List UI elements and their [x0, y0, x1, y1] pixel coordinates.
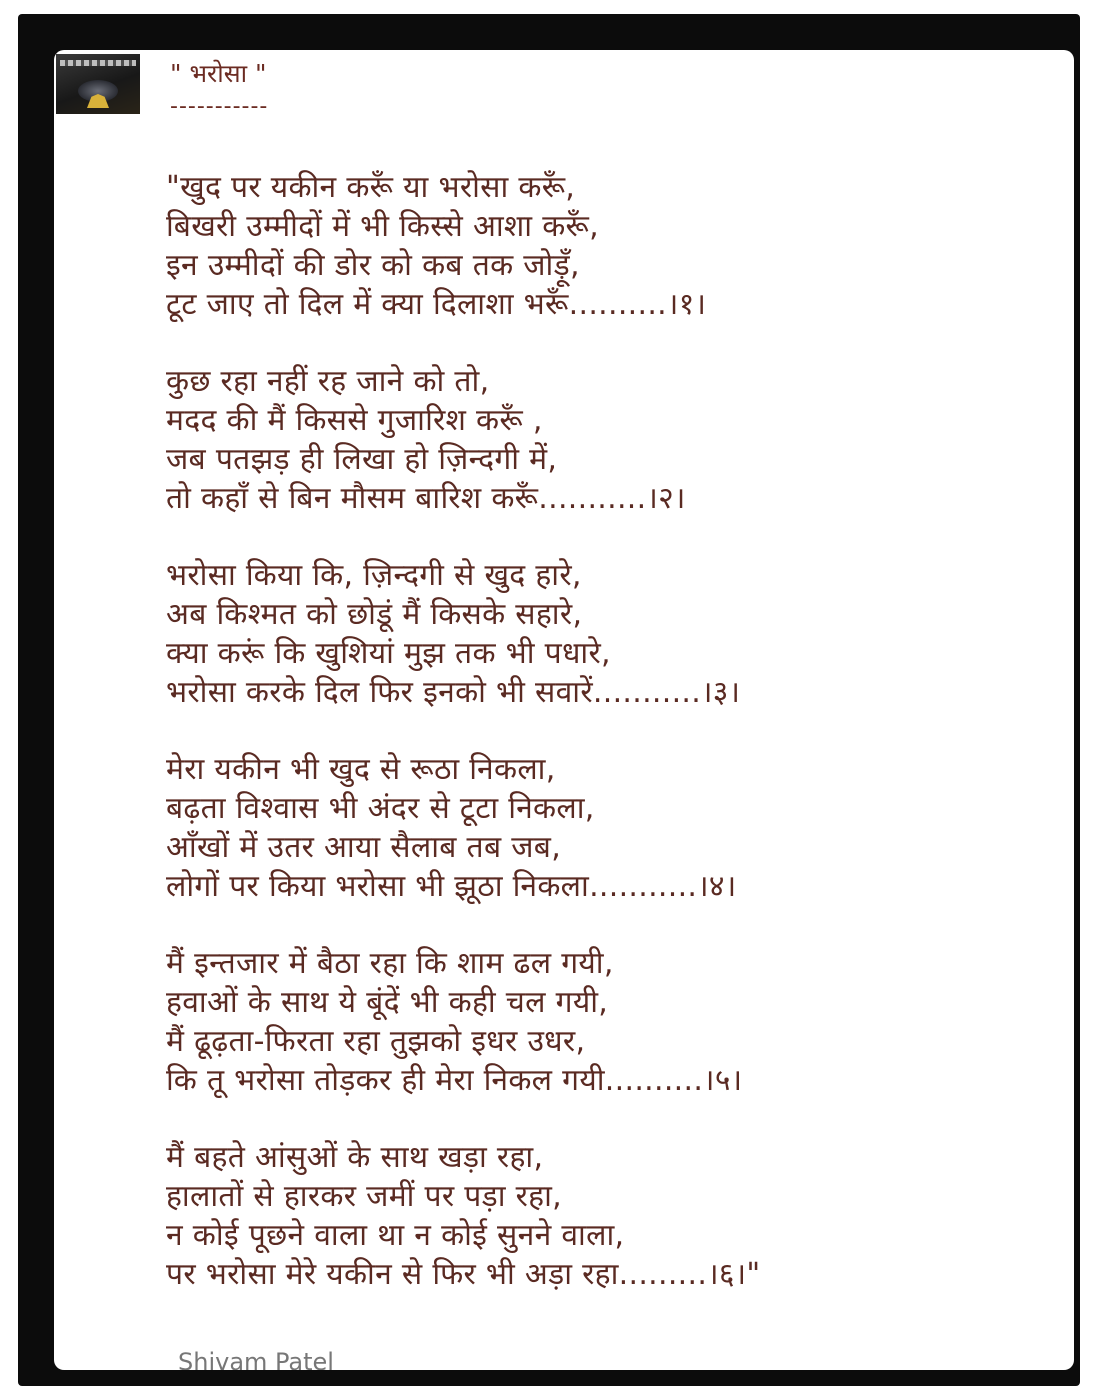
poem-title: " भरोसा " — [170, 59, 267, 88]
poem-line: कि तू भरोसा तोड़कर ही मेरा निकल गयी..........।५। — [166, 1063, 743, 1098]
poem-line: बिखरी उम्मीदों में भी किस्से आशा करूँ, — [166, 209, 599, 244]
stanza-3 — [166, 556, 761, 712]
poem-line: हवाओं के साथ ये बूंदें भी कही चल गयी, — [166, 985, 609, 1020]
poem-line: पर भरोसा मेरे यकीन से फिर भी अड़ा रहा.........।६।" — [166, 1257, 761, 1292]
poem-line: मैं इन्तजार में बैठा रहा कि शाम ढल गयी, — [166, 946, 614, 981]
thumbnail-image — [56, 54, 140, 114]
photo-frame — [18, 14, 1080, 1386]
poem-line: क्या करूं कि खुशियां मुझ तक भी पधारे, — [166, 636, 611, 671]
poem-line: मैं ढूढ़ता-फिरता रहा तुझको इधर उधर, — [166, 1024, 586, 1059]
stanza-2 — [166, 362, 761, 518]
poem-line: बढ़ता विश्वास भी अंदर से टूटा निकला, — [166, 791, 595, 826]
poem-line: जब पतझड़ ही लिखा हो ज़िन्दगी में, — [166, 442, 558, 477]
stanza-4 — [166, 750, 761, 906]
stanza-5 — [166, 944, 761, 1100]
poem-line: इन उम्मीदों की डोर को कब तक जोड़ूँ, — [166, 248, 580, 283]
stanza-6 — [166, 1138, 761, 1294]
poem-line: हालातों से हारकर जमीं पर पड़ा रहा, — [166, 1179, 563, 1214]
poem-page — [54, 50, 1074, 1370]
title-underline: ----------- — [170, 94, 269, 119]
poem-line: तो कहाँ से बिन मौसम बारिश करूँ...........।२। — [166, 481, 686, 516]
poem-line: मदद की मैं किससे गुजारिश करूँ , — [166, 403, 543, 438]
poem-body — [166, 168, 761, 1332]
poem-line: टूट जाए तो दिल में क्या दिलाशा भरूँ..........।१। — [166, 287, 707, 322]
poem-line: कुछ रहा नहीं रह जाने को तो, — [166, 364, 490, 399]
poem-line: मैं बहते आंसुओं के साथ खड़ा रहा, — [166, 1140, 544, 1175]
poem-line: न कोई पूछने वाला था न कोई सुनने वाला, — [166, 1218, 625, 1253]
author-name: Shivam Patel — [178, 1348, 334, 1370]
poem-line: भरोसा किया कि, ज़िन्दगी से खुद हारे, — [166, 558, 582, 593]
poem-line: आँखों में उतर आया सैलाब तब जब, — [166, 830, 562, 865]
poem-line: लोगों पर किया भरोसा भी झूठा निकला...........।४। — [166, 869, 737, 904]
poem-line: "खुद पर यकीन करूँ या भरोसा करूँ, — [166, 170, 576, 205]
poem-line: भरोसा करके दिल फिर इनको भी सवारें...........।३। — [166, 675, 741, 710]
poem-line: मेरा यकीन भी खुद से रूठा निकला, — [166, 752, 556, 787]
poem-line: अब किश्मत को छोडूं मैं किसके सहारे, — [166, 597, 583, 632]
stanza-1 — [166, 168, 761, 324]
thumbnail-text-strip — [60, 60, 136, 66]
